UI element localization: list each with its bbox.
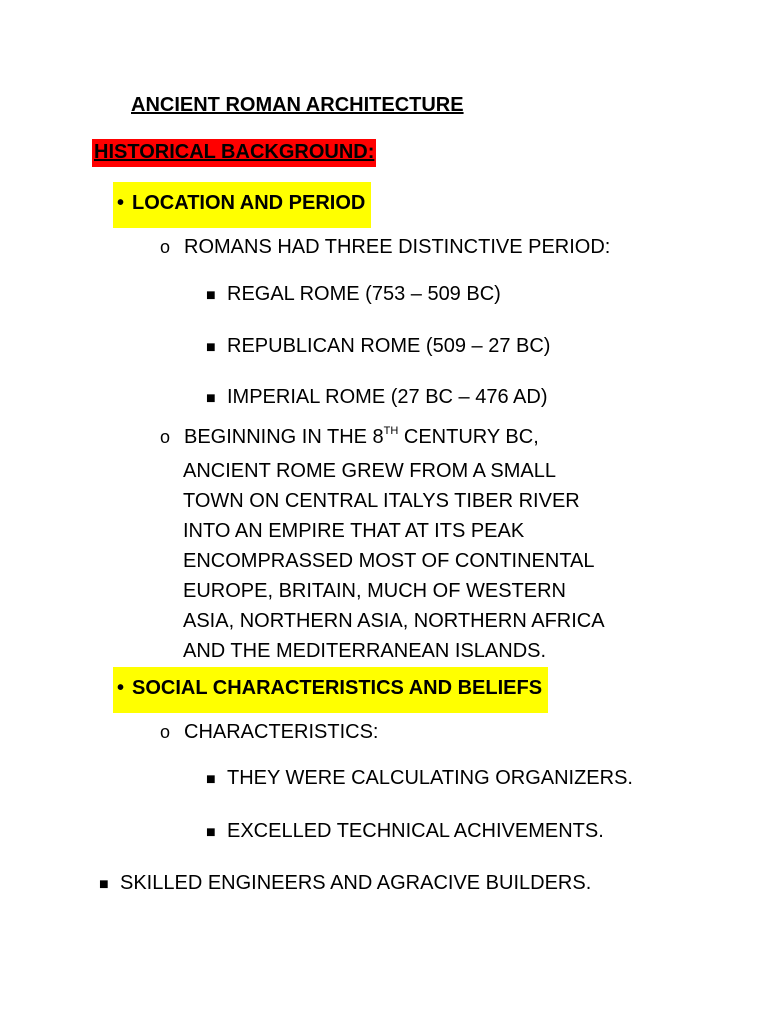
- paragraph-line: AND THE MEDITERRANEAN ISLANDS.: [183, 640, 547, 662]
- square-bullet-icon: ■: [206, 771, 216, 788]
- circle-bullet-icon: o: [160, 427, 171, 447]
- list-item-text: THEY WERE CALCULATING ORGANIZERS.: [227, 767, 633, 789]
- list-item-periods-intro: [160, 236, 610, 259]
- list-item-period: [206, 335, 550, 358]
- heading-location-and-period: [113, 182, 371, 228]
- list-item-period: [206, 283, 501, 306]
- list-item-text: SKILLED ENGINEERS AND AGRACIVE BUILDERS.: [120, 872, 592, 894]
- document-title: ANCIENT ROMAN ARCHITECTURE: [131, 94, 464, 116]
- list-item-text: ROMANS HAD THREE DISTINCTIVE PERIOD:: [184, 236, 611, 258]
- circle-bullet-icon: o: [160, 237, 171, 257]
- paragraph-line: TOWN ON CENTRAL ITALYS TIBER RIVER: [183, 490, 580, 512]
- beginning-lead: BEGINNING IN THE 8: [184, 426, 384, 448]
- list-item-text: CHARACTERISTICS:: [184, 721, 379, 743]
- list-item-characteristic: [99, 872, 591, 895]
- paragraph-line: ANCIENT ROME GREW FROM A SMALL: [183, 460, 557, 482]
- circle-bullet-icon: o: [160, 722, 171, 742]
- heading-text: SOCIAL CHARACTERISTICS AND BELIEFS: [132, 677, 543, 699]
- paragraph-line: EUROPE, BRITAIN, MUCH OF WESTERN: [183, 580, 566, 602]
- list-item-text: EXCELLED TECHNICAL ACHIVEMENTS.: [227, 820, 604, 842]
- paragraph-line: INTO AN EMPIRE THAT AT ITS PEAK: [183, 520, 525, 542]
- list-item-text: REGAL ROME (753 – 509 BC): [227, 283, 501, 305]
- bullet-icon: •: [117, 677, 125, 699]
- heading-text: LOCATION AND PERIOD: [132, 192, 366, 214]
- paragraph-line: ENCOMPRASSED MOST OF CONTINENTAL: [183, 550, 595, 572]
- heading-social-characteristics: [113, 667, 548, 713]
- beginning-superscript: TH: [383, 425, 399, 437]
- list-item-characteristics: [160, 721, 378, 744]
- list-item-characteristic: [206, 820, 604, 843]
- paragraph-line: ASIA, NORTHERN ASIA, NORTHERN AFRICA: [183, 610, 605, 632]
- beginning-tail: CENTURY BC,: [398, 426, 539, 448]
- list-item-period: [206, 386, 547, 409]
- list-item-beginning: [160, 426, 539, 449]
- list-item-characteristic: [206, 767, 633, 790]
- list-item-text: IMPERIAL ROME (27 BC – 476 AD): [227, 386, 548, 408]
- bullet-icon: •: [117, 192, 125, 214]
- section-heading-historical-background: HISTORICAL BACKGROUND:: [92, 139, 376, 167]
- list-item-text: REPUBLICAN ROME (509 – 27 BC): [227, 335, 551, 357]
- square-bullet-icon: ■: [99, 876, 109, 893]
- beginning-paragraph: [183, 456, 605, 666]
- square-bullet-icon: ■: [206, 824, 216, 841]
- square-bullet-icon: ■: [206, 287, 216, 304]
- square-bullet-icon: ■: [206, 390, 216, 407]
- square-bullet-icon: ■: [206, 339, 216, 356]
